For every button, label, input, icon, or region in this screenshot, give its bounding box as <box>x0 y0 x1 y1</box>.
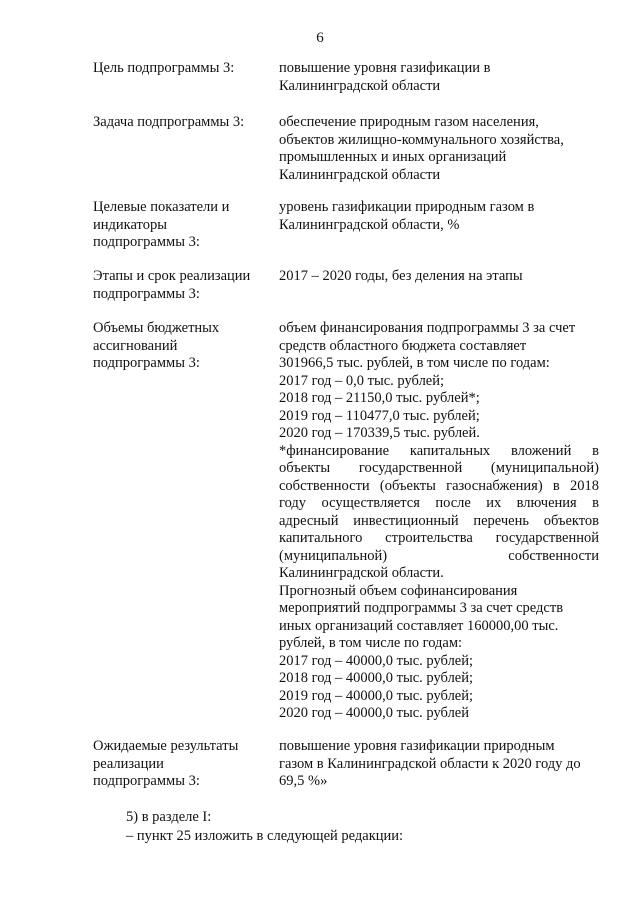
label-line: Ожидаемые результаты <box>93 738 239 754</box>
value-line: 69,5 %» <box>279 773 328 789</box>
value-line: 2017 год – 0,0 тыс. рублей; <box>279 372 445 389</box>
value-line: собственности (объекты газоснабжения) в 2018 <box>279 477 599 494</box>
amendment-line: 5) в разделе I: <box>126 809 212 825</box>
row-value <box>279 320 599 723</box>
value-line: мероприятий подпрограммы 3 за счет средств <box>279 600 564 616</box>
value-line: обеспечение природным газом населения, <box>279 114 539 130</box>
value-line: 2019 год – 40000,0 тыс. рублей; <box>279 687 474 704</box>
row-label <box>93 114 258 132</box>
page-number: 6 <box>316 30 324 46</box>
value-line: (муниципальной) собственности <box>279 547 599 564</box>
value-line: Калининградской области <box>279 77 441 94</box>
row-label <box>93 60 258 78</box>
row-label <box>93 738 258 791</box>
value-line: уровень газификации природным газом в <box>279 199 535 215</box>
value-line: газом в Калининградской области к 2020 году до <box>279 755 581 772</box>
value-line: адресный инвестиционный перечень объектов <box>279 512 599 529</box>
value-line: повышение уровня газификации природным <box>279 738 555 754</box>
value-line: году осуществляется после их влючения в <box>279 495 599 511</box>
label-line: подпрограммы 3: <box>93 355 200 371</box>
value-line: средств областного бюджета составляет <box>279 337 527 354</box>
amendment-line: – пункт 25 изложить в следующей редакции: <box>126 828 404 844</box>
amendment-text <box>126 808 403 846</box>
value-line: 2017 – 2020 годы, без деления на этапы <box>279 268 523 284</box>
label-line: ассигнований <box>93 337 178 354</box>
label-line: индикаторы <box>93 216 167 233</box>
label-line: Целевые показатели и <box>93 199 230 215</box>
row-label <box>93 320 258 373</box>
row-value <box>279 268 599 286</box>
value-line: капитального строительства государственной <box>279 530 599 546</box>
label-line: подпрограммы 3: <box>93 285 200 302</box>
value-line: промышленных и иных организаций <box>279 149 507 165</box>
value-line: Калининградской области, % <box>279 216 460 233</box>
value-line: Калининградской области <box>279 166 441 183</box>
row-value <box>279 60 599 95</box>
value-line: Прогнозный объем софинансирования <box>279 582 518 599</box>
value-line: 2018 год – 40000,0 тыс. рублей; <box>279 670 474 686</box>
value-line: 2020 год – 170339,5 тыс. рублей. <box>279 425 480 441</box>
row-value <box>279 114 599 184</box>
row-value <box>279 738 599 791</box>
row-label <box>93 268 258 303</box>
value-line: 301966,5 тыс. рублей, в том числе по годам: <box>279 355 550 371</box>
label-line: Этапы и срок реализации <box>93 268 251 284</box>
value-line: 2020 год – 40000,0 тыс. рублей <box>279 705 470 721</box>
value-line: рублей, в том числе по годам: <box>279 635 463 651</box>
label-line: Объемы бюджетных <box>93 320 220 336</box>
value-line: объем финансирования подпрограммы 3 за счет <box>279 320 576 336</box>
value-line: объектов жилищно-коммунального хозяйства, <box>279 131 564 148</box>
value-line: 2018 год – 21150,0 тыс. рублей*; <box>279 390 480 406</box>
value-line: повышение уровня газификации в <box>279 60 491 76</box>
row-value <box>279 199 599 234</box>
value-line: 2017 год – 40000,0 тыс. рублей; <box>279 652 474 669</box>
value-line: объекты государственной (муниципальной) <box>279 460 599 476</box>
label-line: Задача подпрограммы 3: <box>93 114 245 130</box>
label-line: подпрограммы 3: <box>93 234 200 250</box>
value-line: *финансирование капитальных вложений в <box>279 442 599 459</box>
value-line: иных организаций составляет 160000,00 тыс. <box>279 617 559 634</box>
label-line: подпрограммы 3: <box>93 773 200 789</box>
value-line: Калининградской области. <box>279 565 444 581</box>
value-line: 2019 год – 110477,0 тыс. рублей; <box>279 407 480 424</box>
label-line: Цель подпрограммы 3: <box>93 60 235 76</box>
label-line: реализации <box>93 755 164 772</box>
row-label <box>93 199 258 252</box>
